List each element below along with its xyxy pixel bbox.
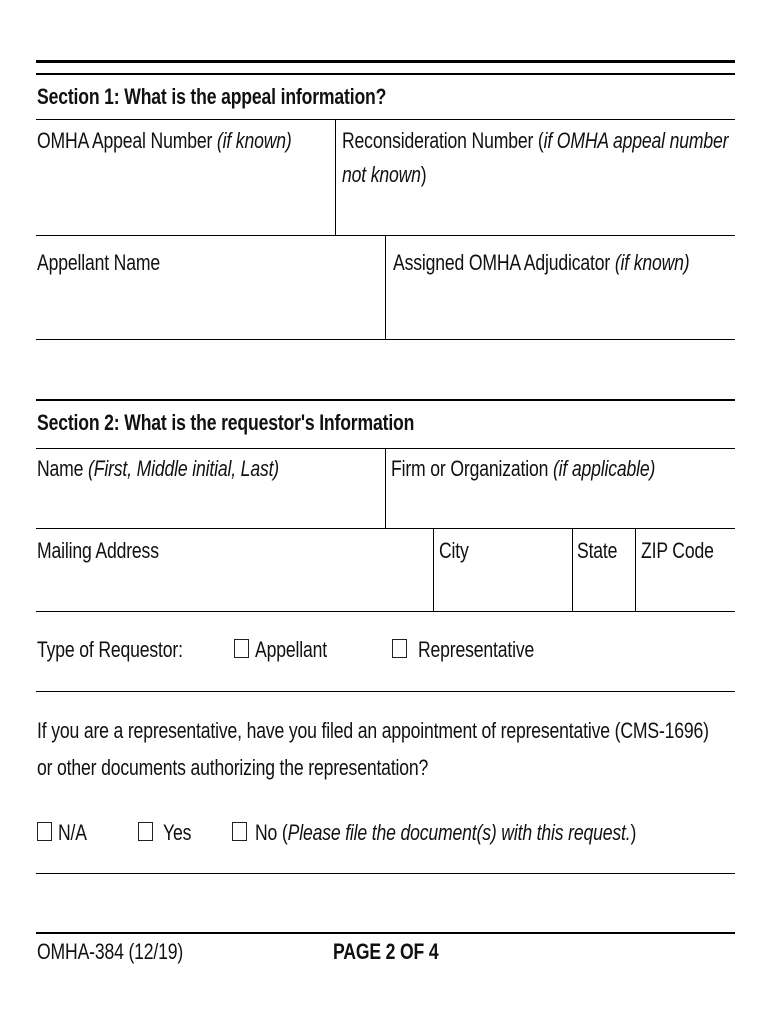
section2-top-rule bbox=[36, 399, 735, 401]
representative-checkbox[interactable] bbox=[392, 639, 407, 658]
page-number: PAGE 2 OF 4 bbox=[333, 939, 439, 964]
divider-address-city bbox=[433, 529, 434, 611]
no-label: No (Please file the document(s) with this request.) bbox=[255, 820, 637, 845]
divider-state-zip bbox=[635, 529, 636, 611]
section1-heading: Section 1: What is the appeal information? bbox=[37, 84, 387, 109]
requestor-type-label: Type of Requestor: bbox=[37, 637, 183, 662]
footer-rule bbox=[36, 932, 735, 934]
address-row-bottom-rule bbox=[36, 611, 735, 612]
representative-option-label: Representative bbox=[418, 637, 535, 662]
name-row-bottom-rule bbox=[36, 528, 735, 529]
city-label: City bbox=[439, 538, 469, 563]
divider-name-firm bbox=[385, 449, 386, 528]
requestor-name-label: Name (First, Middle initial, Last) bbox=[37, 456, 280, 481]
section1-bottom-rule bbox=[36, 339, 735, 340]
appellant-option-label: Appellant bbox=[255, 637, 327, 662]
section2-bottom-rule bbox=[36, 873, 735, 874]
no-checkbox[interactable] bbox=[232, 822, 247, 841]
appellant-name-label: Appellant Name bbox=[37, 250, 160, 275]
top-rule-thick bbox=[36, 60, 735, 63]
top-rule-thin bbox=[36, 73, 735, 75]
adjudicator-label: Assigned OMHA Adjudicator (if known) bbox=[393, 250, 690, 275]
representative-question-line1: If you are a representative, have you filed an appointment of representative (CMS-1696) bbox=[37, 718, 709, 743]
firm-label: Firm or Organization (if applicable) bbox=[391, 456, 656, 481]
reconsideration-number-label-cont: not known) bbox=[342, 162, 427, 187]
zip-label: ZIP Code bbox=[641, 538, 714, 563]
yes-label: Yes bbox=[163, 820, 192, 845]
divider-city-state bbox=[572, 529, 573, 611]
yes-checkbox[interactable] bbox=[138, 822, 153, 841]
state-label: State bbox=[577, 538, 618, 563]
section2-heading: Section 2: What is the requestor's Information bbox=[37, 410, 415, 435]
appellant-checkbox[interactable] bbox=[234, 639, 249, 658]
representative-question-line2: or other documents authorizing the representation? bbox=[37, 755, 429, 780]
omha-appeal-number-label: OMHA Appeal Number (if known) bbox=[37, 128, 292, 153]
form-id: OMHA-384 (12/19) bbox=[37, 939, 184, 964]
divider-row1 bbox=[335, 120, 336, 235]
requestor-type-bottom-rule bbox=[36, 691, 735, 692]
na-label: N/A bbox=[58, 820, 87, 845]
na-checkbox[interactable] bbox=[37, 822, 52, 841]
mailing-address-label: Mailing Address bbox=[37, 538, 159, 563]
section1-heading-rule bbox=[36, 119, 735, 120]
reconsideration-number-label: Reconsideration Number (if OMHA appeal number bbox=[342, 128, 729, 153]
divider-row2 bbox=[385, 236, 386, 339]
